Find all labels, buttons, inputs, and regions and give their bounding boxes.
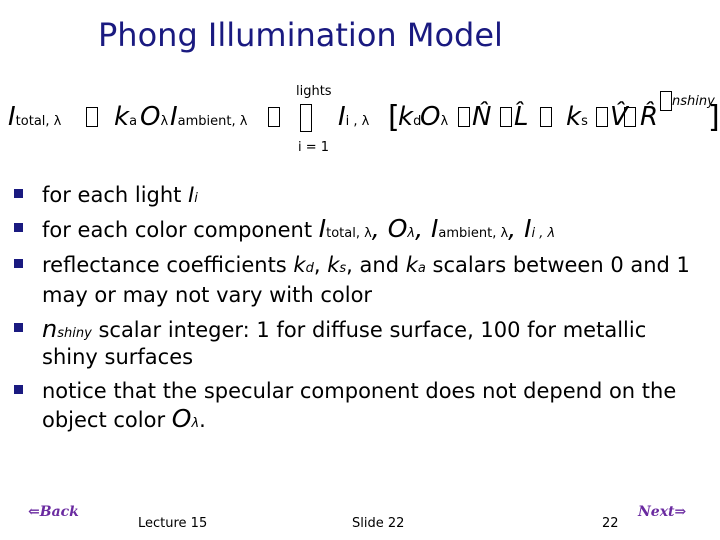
phong-equation — [0, 80, 720, 160]
bullet-marker — [14, 323, 23, 332]
eq-equals-box — [86, 106, 98, 127]
eq-ks: ks — [566, 102, 588, 132]
bullet-marker — [14, 385, 23, 394]
eq-ka: ka — [114, 102, 138, 132]
bullet-marker — [14, 189, 23, 198]
eq-sum-bottom: i = 1 — [298, 140, 330, 155]
eq-V: V̂ — [610, 102, 628, 132]
bullet-reflectance-line2: may or may not vary with color — [42, 283, 373, 307]
bullet-specular-line2: object color Oλ. — [42, 404, 206, 433]
eq-exponent: nshiny — [672, 94, 715, 109]
eq-L: L̂ — [514, 102, 529, 132]
footer-lecture: Lecture 15 — [138, 516, 208, 531]
footer-slide: Slide 22 — [352, 516, 405, 531]
eq-kd: kd — [398, 102, 422, 132]
bullet-marker — [14, 223, 23, 232]
eq-I-total: Itotal, λ — [8, 102, 62, 132]
eq-O: Oλ — [140, 102, 169, 132]
eq-sum-box — [300, 104, 312, 132]
eq-I-ambient: Iambient, λ — [170, 102, 248, 132]
eq-bracket-box-3 — [596, 106, 608, 127]
next-button[interactable]: Next⇒ — [638, 504, 687, 520]
bullet-nshiny-line2: shiny surfaces — [42, 345, 194, 369]
next-arrow-icon: ⇒ — [674, 504, 687, 520]
bullet-marker — [14, 259, 23, 268]
slide-title: Phong Illumination Model — [98, 16, 503, 54]
back-button[interactable]: ⇐Back — [28, 504, 79, 520]
eq-sum-top: lights — [296, 84, 332, 99]
back-arrow-icon: ⇐ — [28, 504, 40, 520]
eq-R: R̂ — [640, 102, 659, 132]
eq-plus-box — [268, 106, 280, 127]
eq-O2: Oλ — [420, 102, 449, 132]
eq-N: N̂ — [472, 102, 492, 132]
eq-exp-box — [660, 90, 672, 111]
eq-bracket-box-2 — [540, 106, 552, 127]
eq-bracket-box — [458, 106, 470, 127]
eq-paren-open: [ — [388, 100, 400, 135]
eq-paren-close: ] — [708, 100, 720, 135]
eq-Ii: Ii , λ — [338, 102, 370, 132]
eq-dot-box — [500, 106, 512, 127]
footer-page-number: 22 — [602, 516, 619, 531]
eq-dot-box-2 — [624, 106, 636, 127]
